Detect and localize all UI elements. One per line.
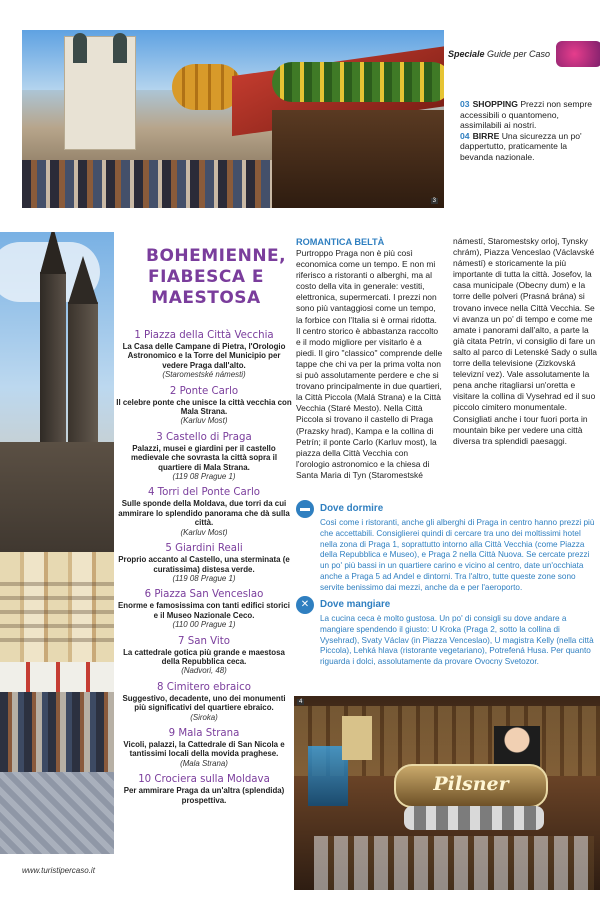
list-item [116, 682, 292, 722]
tyn-church-towers [64, 36, 136, 150]
place-desc: Palazzi, musei e giardini per il castello medievale che sovrasta la città sopra il quartiere di Mala Strana. [130, 443, 278, 472]
place-title: 4 Torri del Ponte Carlo [147, 487, 261, 499]
tip-text: Prezzi non sempre accessibili o quantomeno, assimilabili ai nostri. [460, 99, 592, 130]
place-address: (Siroka) [190, 712, 218, 722]
place-title: 2 Ponte Carlo [169, 385, 239, 397]
pilsner-sign [394, 764, 548, 808]
place-address: (Staromestské námesti) [162, 370, 246, 380]
place-title: 8 Cimitero ebraico [157, 681, 251, 693]
list-item [116, 543, 292, 583]
list-item [116, 774, 292, 805]
bed-icon: ▬ [296, 500, 314, 518]
cafe-umbrellas [0, 662, 114, 692]
place-desc: La Casa delle Campane di Pietra, l'Orologio Astronomico e la Torre del Municipio per vedere Praga dall'alto. [122, 342, 286, 370]
place-desc: La cattedrale gotica più grande e maestosa della Repubblica ceca. [123, 647, 285, 666]
tip-title: SHOPPING [472, 99, 518, 109]
place-desc: Vicoli, palazzi, la Cattedrale di San Nicola e tantissimi locali della movida praghese. [123, 739, 285, 759]
place-title: 5 Giardini Reali [165, 543, 243, 555]
garland [272, 62, 444, 102]
place-title: 9 Mala Strana [168, 727, 240, 739]
church-facade [0, 442, 114, 552]
place-desc: Enorme e famosissima con tanti edifici storici e il Museo Nazionale Ceco. [118, 601, 290, 620]
list-item [116, 487, 292, 537]
place-address: (110 00 Prague 1) [172, 620, 236, 630]
poster [342, 716, 372, 760]
place-address: (Karluv Most) [180, 527, 228, 537]
sleep-text: Così come i ristoranti, anche gli alberghi di Praga in centro hanno prezzi più che accettabili. Consiglierei quindi di cercare tra uno dei moltissimi hotel nella zona di Praga 1, soprattutto intorno alla Città Vecchia (come Piazza della Repubblica e Museo), e Praga 2 nella Città Nuova. Se cercate prezzi un po' più bassi in un quartiere carino e vicino al centro, date un'occhiata anche a Praga 5 ad Andel e dintorni. Tra l'altro, tutte queste zone sono servite benissimo dai mezzi, anche da e per l'aeroporto. [320, 518, 595, 592]
place-desc: Il celebre ponte che unisce la città vecchia con Mala Strana. [116, 397, 292, 417]
place-title: 6 Piazza San Venceslao [144, 589, 264, 601]
beer-glasses [314, 836, 594, 890]
section-label-text: Guide per Caso [484, 49, 551, 59]
place-title: 7 San Vito [178, 635, 230, 647]
page-title: BOHEMIENNE, FIABESCA E MAESTOSA [146, 246, 287, 308]
place-title: 10 Crociera sulla Moldava [138, 774, 270, 786]
article-text: Purtroppo Praga non è più così economica come un tempo. E non mi riferisco a ristoranti o alberghi, ma al costo della vita in generale: vestiti, elettronica, supermercati. I prezzi non sono più vantaggiosi come un tempo, la forbice con l'Italia si è ormai ridotta. Il centro storico è abbastanza raccolto e il modo migliore per visitarlo è a piedi. Il giro "classico" comprende delle tappe che chi va per la prima volta non si può assolutamente perdere e che si trovano principalmente in due quartieri, la Città Piccola (Malá Strana) e la Città Vecchia (Staré Mesto). Nella Città Piccola si trovano il castello di Praga (Prazsky hrad), Kampa e la collina di Petrín; il ponte Carlo (Karluv most), la piazza della Città Vecchia con l'orologio astronomico e la chiesa di Santa Maria di Tyn (Staromestské námestí, Staromestsky orloj, Tynsky chrám), Piazza Venceslao (Václavské námestí) e storicamente la più importante di tutta la città. Josefov, la casa municipale (Obecny dum) e la torre delle polveri (Prasná brána) si trovano invece nella Città Vecchia. Se vi avanza un po' di tempo e come me amate i panorami dall'alto, a parte la già citata Petrín, vi consiglio di fare un salto al parco di Letenské Sady o sulla torre della televisione (Zizkovská televizní vez). Vale assolutamente la pena anche ritagliarsi un'oretta e visitare la collina di Vysehrad ed il suo piccolo cimitero monumentale. Consigliati anche i tour fuori porta in mountain bike per vedere una città diversa tra splendidi paesaggi. [296, 236, 597, 480]
tip-number: 04 [460, 130, 470, 141]
turisti-per-caso-logo [556, 41, 600, 67]
pilsner-sign-text: Pilsner [433, 773, 509, 795]
crowd [22, 160, 272, 208]
places-list [116, 330, 292, 811]
tip-birre [460, 131, 598, 163]
eat-box [296, 596, 600, 668]
cobblestones [0, 772, 114, 854]
place-address: (Karluv Most) [180, 416, 228, 426]
place-title: 3 Castello di Praga [156, 431, 252, 443]
place-desc: Sulle sponde della Moldava, due torri da cui ammirare lo splendido panorama che dà sulla città. [118, 499, 290, 528]
place-title: 1 Piazza della Città Vecchia [134, 330, 274, 341]
cutlery-icon: ✕ [296, 596, 314, 614]
footer-url[interactable]: www.turistipercaso.it [22, 866, 95, 875]
sleep-heading: Dove dormire [320, 503, 384, 514]
section-header [448, 49, 600, 162]
tip-text: Una sicurezza un po' dappertutto, praticamente la bevanda nazionale. [460, 130, 582, 162]
tip-title: BIRRE [472, 130, 500, 141]
list-item [116, 432, 292, 482]
eat-text: La cucina ceca è molto gustosa. Un po' di consigli su dove andare a mangiare spendendo il giusto: U Kroka (Praga 2, sotto la collina di Vysehrad), Svaty Václav (in Piazza Venceslao), U magistra Kelly (nella città Piccola), Lehká hlava (ristorante vegetariano), Potrefená Husa. Per quanto riguarda i dolci, assolutamente da provare Ovocny Svetozor. [320, 614, 594, 667]
eat-header [296, 596, 600, 614]
place-address: (Mala Strana) [180, 758, 228, 768]
photo-number: 4 [299, 699, 303, 705]
article-body [296, 236, 600, 482]
article-heading: ROMANTICA BELTÀ [296, 237, 385, 247]
christmas-market-photo [22, 30, 444, 208]
tourists [0, 692, 114, 772]
place-desc: Per ammirare Praga da un'altra (splendida) prospettiva. [123, 786, 285, 805]
place-desc: Proprio accanto al Castello, una sterminata (e curatissima) distesa verde. [118, 555, 290, 574]
tip-shopping [460, 99, 598, 131]
place-desc: Suggestivo, decadente, uno dei monumenti più significativi del quartiere ebraico. [122, 693, 286, 713]
tip-number: 03 [460, 99, 470, 109]
list-item [116, 330, 292, 380]
list-item [116, 386, 292, 426]
beer-taps [404, 806, 544, 830]
section-label-bold: Speciale [448, 49, 485, 59]
list-item [116, 589, 292, 629]
list-item [116, 728, 292, 768]
place-address: (119 08 Prague 1) [172, 573, 236, 583]
pub-photo [294, 696, 600, 890]
eat-heading: Dove mangiare [320, 599, 391, 610]
market-stall [272, 110, 444, 208]
sleep-header [296, 500, 600, 518]
place-address: (119 08 Prague 1) [172, 472, 236, 482]
sleep-box [296, 500, 600, 594]
place-address: (Nadvori, 48) [181, 666, 227, 676]
list-item [116, 636, 292, 676]
old-town-square-photo [0, 232, 114, 854]
photo-number: 3 [432, 198, 436, 204]
baroque-houses [0, 552, 114, 672]
